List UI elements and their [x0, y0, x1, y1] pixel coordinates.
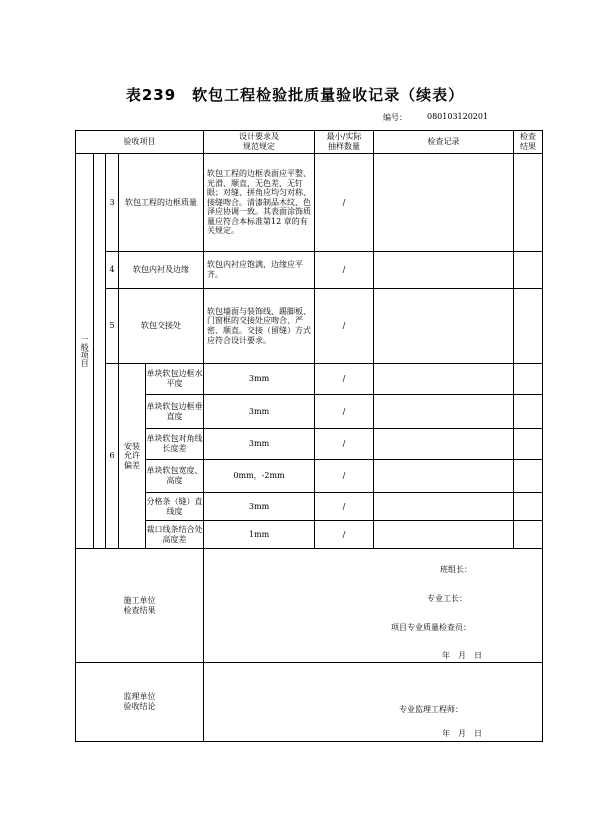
tolerance-sample: /	[315, 521, 374, 549]
header-sample: 最小/实际 抽样数量	[315, 131, 374, 154]
construction-sign-area[interactable]	[204, 549, 543, 663]
construction-label: 施工单位 检查结果	[76, 549, 204, 663]
page-title: 表239 软包工程检验批质量验收记录（续表）	[125, 86, 465, 104]
tolerance-record[interactable]	[374, 493, 514, 521]
tolerance-sample: /	[315, 364, 374, 395]
row-sample: /	[315, 252, 374, 289]
tolerance-name: 单块软包宽度、高度	[146, 460, 204, 493]
row-record[interactable]	[374, 154, 514, 252]
tolerance-result[interactable]	[514, 429, 543, 460]
header-design: 设计要求及 规范规定	[204, 131, 315, 154]
tolerance-no: 6	[106, 364, 119, 549]
tolerance-name: 裁口线条结合处高度差	[146, 521, 204, 549]
tolerance-spec: 1mm	[204, 521, 315, 549]
team-leader-label: 班组长：	[440, 565, 472, 574]
foreman-label: 专业工长：	[427, 594, 467, 603]
row-sample: /	[315, 154, 374, 252]
row-desc: 软包内衬应饱满，边缘应平齐。	[204, 252, 315, 289]
row-result[interactable]	[514, 289, 543, 364]
tolerance-name: 单块软包边框垂直度	[146, 395, 204, 429]
tolerance-name: 单块软包对角线长度差	[146, 429, 204, 460]
supervision-date: 年 月 日	[442, 729, 482, 738]
supervision-sign-area[interactable]	[204, 663, 543, 742]
tolerance-spec: 3mm	[204, 429, 315, 460]
tolerance-name: 分格条（缝）直线度	[146, 493, 204, 521]
engineer-label: 专业监理工程师：	[399, 705, 463, 714]
spacer-column	[94, 154, 106, 549]
row-no: 3	[106, 154, 119, 252]
header-item: 验收项目	[76, 131, 204, 154]
section-general: 一般项目	[76, 154, 94, 549]
tolerance-result[interactable]	[514, 395, 543, 429]
row-record[interactable]	[374, 252, 514, 289]
tolerance-result[interactable]	[514, 364, 543, 395]
tolerance-record[interactable]	[374, 395, 514, 429]
code-label: 编号：	[383, 113, 407, 122]
tolerance-spec: 3mm	[204, 364, 315, 395]
tolerance-result[interactable]	[514, 493, 543, 521]
row-no: 5	[106, 289, 119, 364]
inspector-label: 项目专业质量检查员：	[391, 623, 471, 632]
row-result[interactable]	[514, 154, 543, 252]
row-desc: 软包墙面与装饰线、踢脚板、门窗框的交接处应吻合、严密、顺直。交接（留缝）方式应符合设计要求。	[204, 289, 315, 364]
tolerance-record[interactable]	[374, 364, 514, 395]
tolerance-record[interactable]	[374, 521, 514, 549]
tolerance-result[interactable]	[514, 460, 543, 493]
tolerance-spec: 3mm	[204, 395, 315, 429]
tolerance-result[interactable]	[514, 521, 543, 549]
row-no: 4	[106, 252, 119, 289]
row-sample: /	[315, 289, 374, 364]
supervision-label: 监理单位 验收结论	[76, 663, 204, 742]
header-record: 检查记录	[374, 131, 514, 154]
code-value: 080103120201	[427, 112, 489, 121]
tolerance-sample: /	[315, 395, 374, 429]
tolerance-record[interactable]	[374, 460, 514, 493]
row-name: 软包内衬及边缘	[119, 252, 204, 289]
header-result: 检查 结果	[514, 131, 543, 154]
construction-date: 年 月 日	[442, 651, 482, 660]
tolerance-spec: 0mm，-2mm	[204, 460, 315, 493]
row-result[interactable]	[514, 252, 543, 289]
tolerance-sample: /	[315, 429, 374, 460]
tolerance-record[interactable]	[374, 429, 514, 460]
row-desc: 软包工程的边框表面应平整、光滑、顺直，无色差、无钉眼；对缝、拼角应均匀对称、接缝吻合。清漆制品木纹、色泽应协调一致。其表面涂饰质量应符合本标准第12 章的有关规定。	[204, 154, 315, 252]
row-name: 软包交接处	[119, 289, 204, 364]
tolerance-sample: /	[315, 493, 374, 521]
row-record[interactable]	[374, 289, 514, 364]
tolerance-name: 单块软包边框水平度	[146, 364, 204, 395]
tolerance-group: 安装允许偏差	[119, 364, 146, 549]
row-name: 软包工程的边框质量	[119, 154, 204, 252]
tolerance-spec: 3mm	[204, 493, 315, 521]
tolerance-sample: /	[315, 460, 374, 493]
